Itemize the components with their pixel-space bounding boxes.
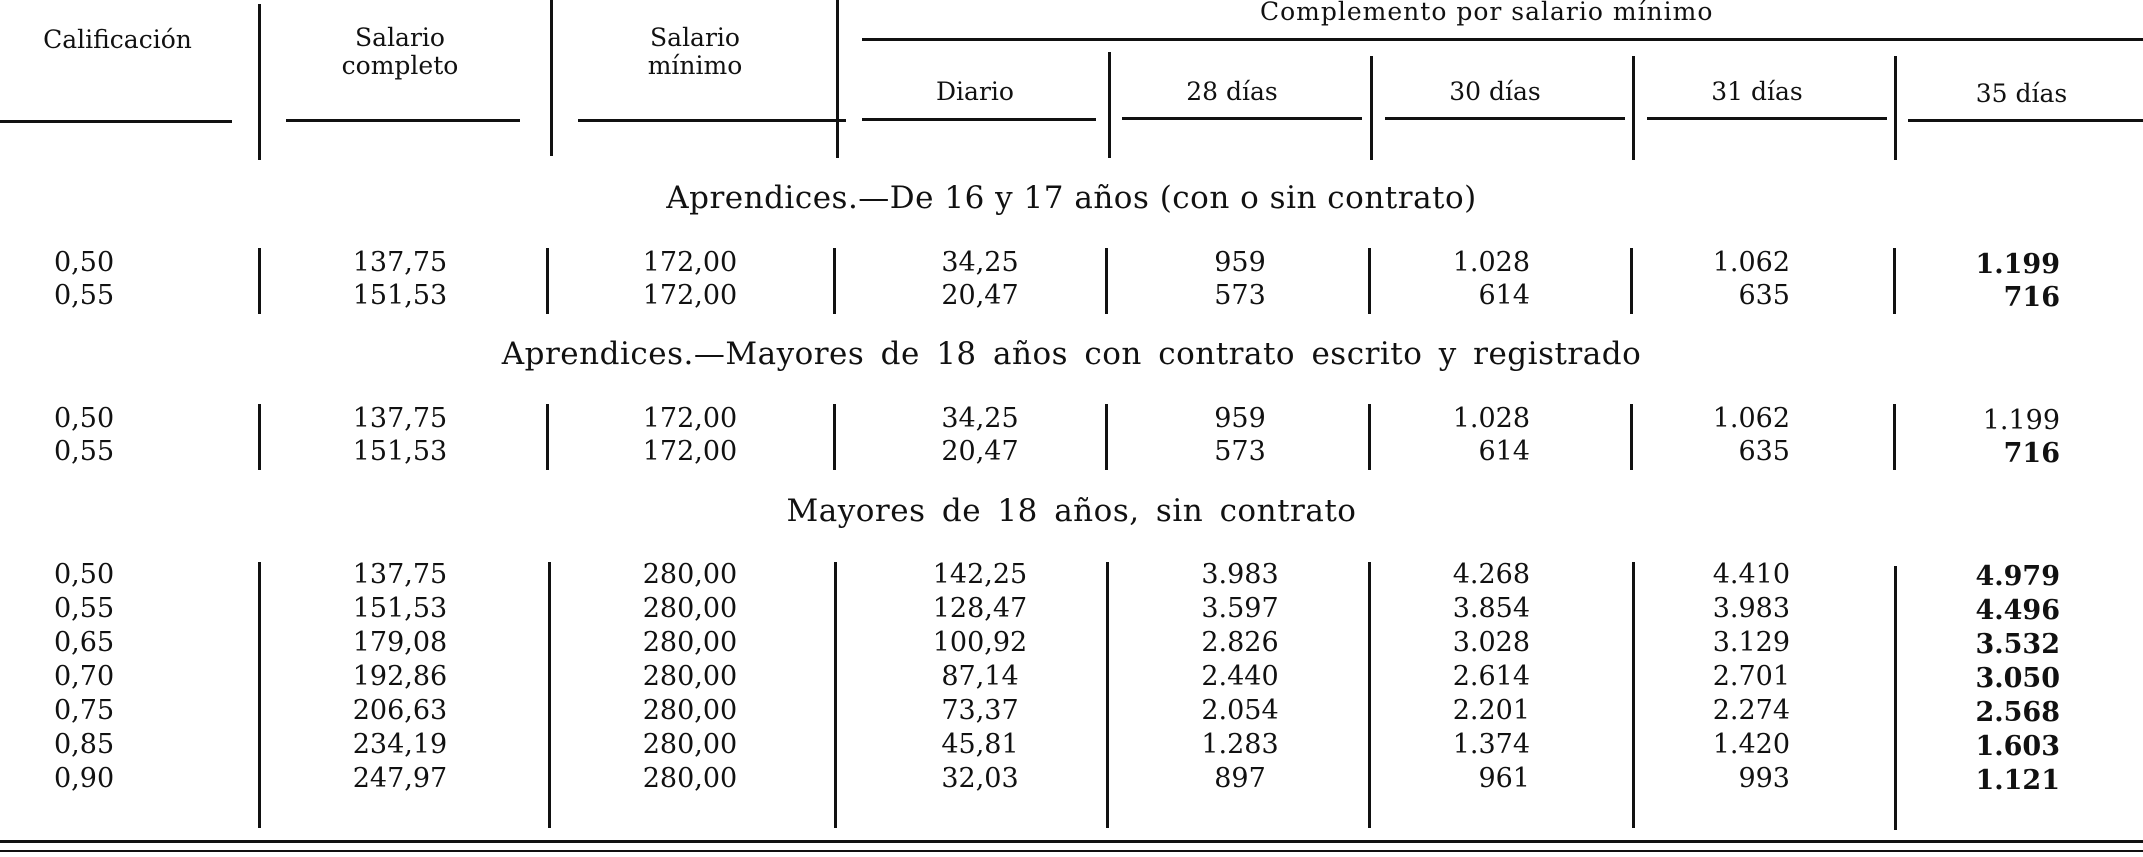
cell-diario: 142,25 [932,559,1028,590]
header-rule-complemento [862,38,2143,41]
header-28-dias: 28 días [1186,77,1278,106]
cell-salario-minimo: 280,00 [642,763,738,794]
cell-diario: 34,25 [941,247,1019,278]
row-vline [1632,562,1635,828]
cell-28-dias: 1.283 [1201,729,1279,760]
cell-30-dias: 1.028 [1452,247,1530,278]
row-vline [258,404,261,470]
cell-salario-minimo: 172,00 [642,280,738,311]
cell-calificacion: 0,55 [54,593,115,624]
cell-31-dias: 1.062 [1712,403,1790,434]
cell-28-dias: 3.597 [1201,593,1279,624]
cell-31-dias: 4.410 [1712,559,1790,590]
header-rule-35 [1908,119,2143,122]
cell-35-dias: 1.121 [1975,765,2060,796]
cell-salario-completo: 137,75 [352,559,448,590]
cell-salario-completo: 179,08 [352,627,448,658]
row-vline [1106,562,1109,828]
row-vline [1368,404,1371,470]
cell-diario: 87,14 [941,661,1019,692]
cell-salario-minimo: 280,00 [642,559,738,590]
row-vline [1105,404,1108,470]
cell-calificacion: 0,50 [54,247,115,278]
cell-31-dias: 2.274 [1712,695,1790,726]
header-vline-3 [836,0,839,158]
cell-salario-minimo: 280,00 [642,661,738,692]
header-vline-7 [1894,56,1897,160]
cell-35-dias: 1.199 [1982,405,2060,436]
section-title: Mayores de 18 años, sin contrato [786,493,1357,529]
cell-calificacion: 0,85 [54,729,115,760]
header-rule-calificacion [0,120,232,123]
cell-30-dias: 3.028 [1452,627,1530,658]
cell-28-dias: 573 [1214,280,1266,311]
cell-calificacion: 0,65 [54,627,115,658]
row-vline [1893,248,1896,314]
cell-salario-completo: 137,75 [352,403,448,434]
cell-30-dias: 961 [1478,763,1530,794]
row-vline [833,404,836,470]
cell-28-dias: 959 [1214,247,1266,278]
cell-salario-completo: 151,53 [352,593,448,624]
header-rule-diario [862,118,1096,121]
cell-31-dias: 993 [1738,763,1790,794]
row-vline [548,562,551,828]
cell-31-dias: 2.701 [1712,661,1790,692]
cell-30-dias: 1.028 [1452,403,1530,434]
cell-28-dias: 897 [1214,763,1266,794]
header-rule-28 [1122,117,1362,120]
cell-35-dias: 3.050 [1975,663,2060,694]
cell-28-dias: 2.826 [1201,627,1279,658]
cell-diario: 20,47 [941,280,1019,311]
cell-28-dias: 3.983 [1201,559,1279,590]
cell-30-dias: 2.614 [1452,661,1530,692]
cell-31-dias: 635 [1738,280,1790,311]
cell-35-dias: 716 [2003,438,2060,469]
cell-30-dias: 4.268 [1452,559,1530,590]
section-title: Aprendices.—De 16 y 17 años (con o sin contrato) [666,180,1477,216]
header-vline-5 [1370,56,1373,160]
cell-calificacion: 0,75 [54,695,115,726]
cell-diario: 128,47 [932,593,1028,624]
row-vline [258,562,261,828]
cell-salario-minimo: 172,00 [642,247,738,278]
cell-diario: 20,47 [941,436,1019,467]
cell-salario-completo: 247,97 [352,763,448,794]
header-diario: Diario [936,77,1014,106]
header-salario-completo: Salario completo [341,23,459,80]
bottom-rule-bottom [0,850,2143,852]
bottom-rule-top [0,840,2143,843]
header-complemento: Complemento por salario mínimo [1260,0,1714,26]
cell-28-dias: 573 [1214,436,1266,467]
row-vline [1368,562,1371,828]
cell-salario-minimo: 280,00 [642,593,738,624]
cell-diario: 32,03 [941,763,1019,794]
cell-salario-minimo: 172,00 [642,436,738,467]
section-title: Aprendices.—Mayores de 18 años con contrato escrito y registrado [501,336,1642,372]
cell-diario: 34,25 [941,403,1019,434]
header-salario-minimo: Salario mínimo [647,23,743,80]
cell-35-dias: 3.532 [1975,629,2060,660]
cell-salario-completo: 151,53 [352,436,448,467]
cell-31-dias: 1.420 [1712,729,1790,760]
cell-35-dias: 716 [2003,282,2060,313]
cell-30-dias: 614 [1478,436,1530,467]
cell-35-dias: 1.199 [1975,249,2060,280]
cell-salario-completo: 137,75 [352,247,448,278]
cell-diario: 100,92 [932,627,1028,658]
header-vline-2 [550,0,553,156]
cell-diario: 45,81 [941,729,1019,760]
header-35-dias: 35 días [1975,79,2068,108]
cell-35-dias: 4.496 [1975,595,2060,626]
cell-calificacion: 0,55 [54,280,115,311]
row-vline [834,562,837,828]
header-rule-30 [1385,117,1625,120]
cell-salario-completo: 206,63 [352,695,448,726]
cell-28-dias: 2.440 [1201,661,1279,692]
cell-diario: 73,37 [941,695,1019,726]
header-rule-31 [1647,117,1887,120]
cell-calificacion: 0,50 [54,559,115,590]
row-vline [833,248,836,314]
row-vline [1894,566,1897,830]
header-30-dias: 30 días [1449,77,1541,106]
row-vline [546,404,549,470]
cell-salario-minimo: 172,00 [642,403,738,434]
header-rule-salario-minimo [578,119,846,122]
row-vline [1630,248,1633,314]
cell-30-dias: 2.201 [1452,695,1530,726]
cell-31-dias: 635 [1738,436,1790,467]
header-31-dias: 31 días [1711,77,1803,106]
cell-30-dias: 3.854 [1452,593,1530,624]
header-rule-salario-completo [286,119,520,122]
cell-31-dias: 3.129 [1712,627,1790,658]
cell-salario-minimo: 280,00 [642,729,738,760]
cell-30-dias: 614 [1478,280,1530,311]
cell-35-dias: 4.979 [1975,561,2060,592]
cell-calificacion: 0,55 [54,436,115,467]
header-vline-6 [1632,56,1635,160]
cell-calificacion: 0,70 [54,661,115,692]
row-vline [1105,248,1108,314]
header-calificacion: Calificación [43,25,192,54]
row-vline [1893,404,1896,470]
row-vline [1630,404,1633,470]
cell-salario-completo: 151,53 [352,280,448,311]
row-vline [1368,248,1371,314]
cell-30-dias: 1.374 [1452,729,1530,760]
header-vline-1 [258,4,261,160]
cell-salario-completo: 192,86 [352,661,448,692]
cell-calificacion: 0,50 [54,403,115,434]
row-vline [546,248,549,314]
row-vline [258,248,261,314]
cell-salario-minimo: 280,00 [642,627,738,658]
cell-28-dias: 2.054 [1201,695,1279,726]
cell-31-dias: 1.062 [1712,247,1790,278]
cell-28-dias: 959 [1214,403,1266,434]
cell-salario-minimo: 280,00 [642,695,738,726]
cell-salario-completo: 234,19 [352,729,448,760]
cell-35-dias: 2.568 [1975,697,2060,728]
cell-35-dias: 1.603 [1975,731,2060,762]
cell-calificacion: 0,90 [54,763,115,794]
cell-31-dias: 3.983 [1712,593,1790,624]
header-vline-4 [1108,52,1111,158]
